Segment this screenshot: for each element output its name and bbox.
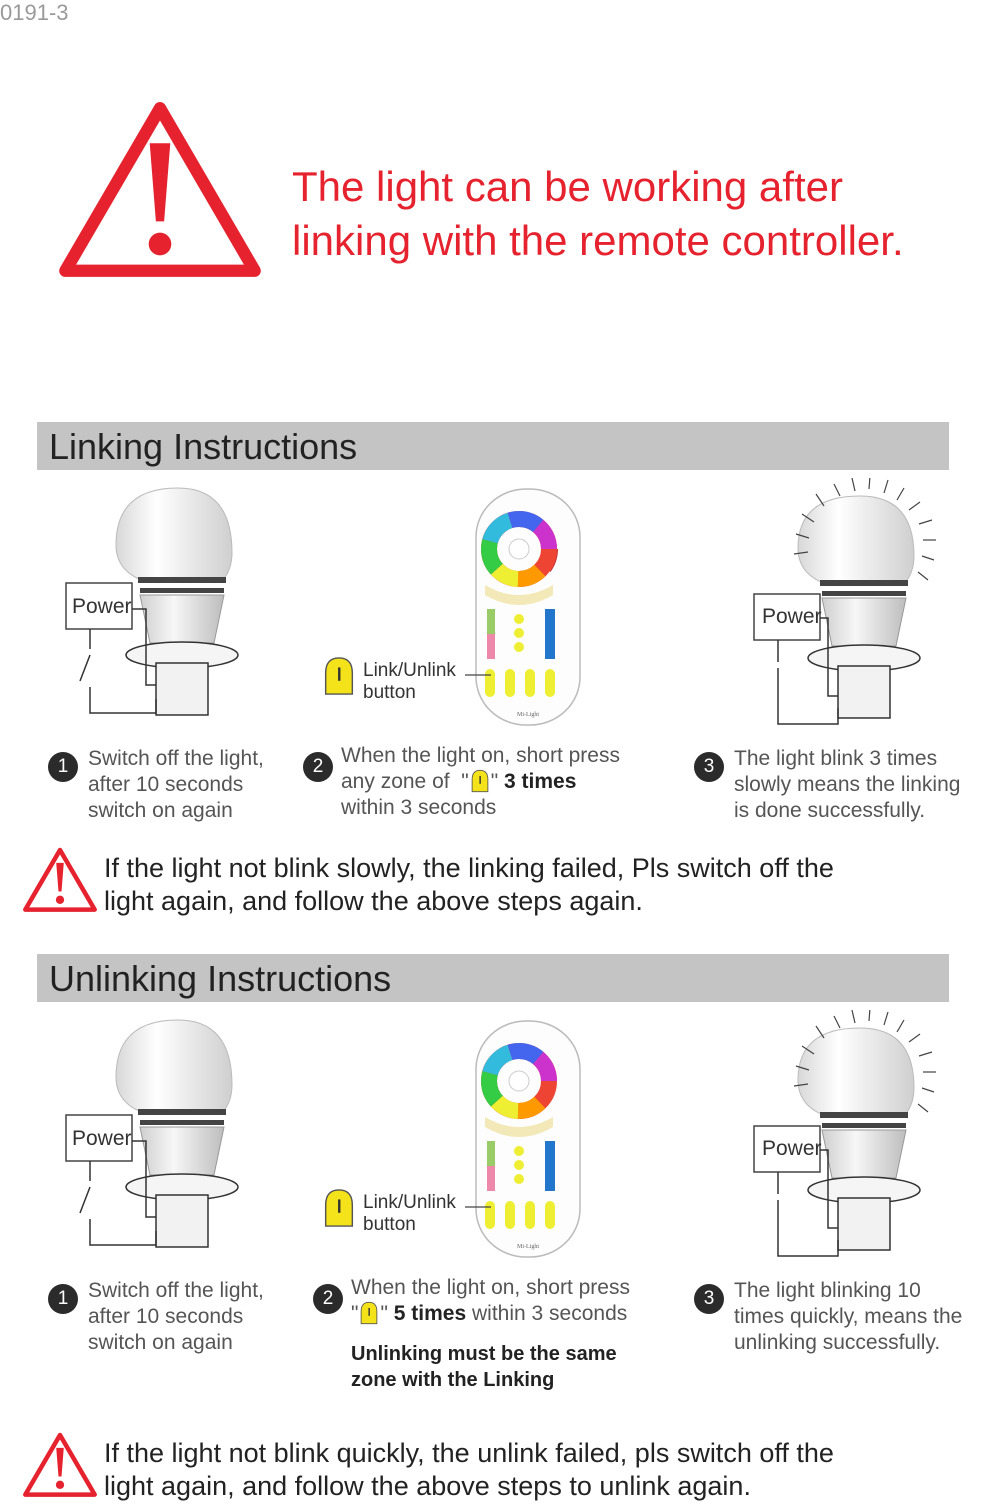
warning-triangle-icon: [55, 100, 265, 280]
pointer-line: [465, 1202, 495, 1212]
unlinking-step-2-text: When the light on, short press " " 5 times within 3 seconds: [351, 1276, 630, 1325]
remote-control-icon: [473, 1019, 583, 1259]
step-number-badge: 1: [48, 1284, 78, 1314]
unlinking-bulb-off-illustration: [60, 1017, 290, 1257]
step-number-badge: 2: [303, 752, 333, 782]
link-unlink-button-icon: [323, 1188, 355, 1228]
headline-line-1: The light can be working after: [292, 163, 843, 210]
power-label: Power: [762, 1137, 822, 1160]
linking-section-header: [37, 422, 949, 470]
unlinking-warning-text: If the light not blink quickly, the unlink failed, pls switch off the light again, and follow the above steps to unlink again.: [104, 1438, 834, 1501]
step-number-badge: 2: [313, 1284, 343, 1314]
linking-section-title: Linking Instructions: [49, 426, 358, 467]
power-label: Power: [762, 605, 822, 628]
link-unlink-button-icon: [323, 656, 355, 696]
step-number-badge: 3: [694, 1284, 724, 1314]
unlinking-bulb-blink-illustration: [748, 1010, 968, 1260]
linking-step-1-text: Switch off the light, after 10 seconds switch on again: [88, 747, 264, 822]
linking-bulb-off-illustration: [60, 485, 290, 725]
page-code: 0191-3: [0, 0, 69, 25]
step-number-badge: 1: [48, 752, 78, 782]
unlinking-section-header: [37, 954, 949, 1002]
link-unlink-label: Link/Unlink button: [363, 1192, 456, 1235]
headline: [292, 160, 992, 268]
bulb-on-icon: [748, 478, 968, 728]
link-button-icon: [360, 1301, 378, 1325]
linking-warning-text: If the light not blink slowly, the linking failed, Pls switch off the light again, and follow the above steps again.: [104, 853, 834, 916]
headline-line-2: linking with the remote controller.: [292, 217, 904, 264]
linking-bulb-blink-illustration: [748, 478, 968, 728]
linking-step-2-text: When the light on, short press any zone of " " 3 times within 3 seconds: [341, 744, 620, 819]
remote-brand: Mi-Light: [517, 1244, 539, 1250]
remote-brand: Mi-Light: [517, 712, 539, 718]
pointer-line: [465, 670, 495, 680]
unlinking-step-1-text: Switch off the light, after 10 seconds switch on again: [88, 1279, 264, 1354]
linking-step-3-text: The light blink 3 times slowly means the linking is done successfully.: [734, 747, 961, 822]
link-button-icon: [471, 769, 489, 793]
link-unlink-label: Link/Unlink button: [363, 660, 456, 703]
remote-control-icon: [473, 487, 583, 727]
step-number-badge: 3: [694, 752, 724, 782]
power-label: Power: [72, 595, 132, 618]
unlinking-step-3-text: The light blinking 10 times quickly, means the unlinking successfully.: [734, 1279, 963, 1354]
unlinking-note: Unlinking must be the same zone with the Linking: [351, 1343, 617, 1391]
power-label: Power: [72, 1127, 132, 1150]
unlinking-section-title: Unlinking Instructions: [49, 958, 392, 999]
warning-triangle-icon: [22, 847, 98, 913]
bulb-on-icon: [748, 1010, 968, 1260]
warning-triangle-icon: [22, 1432, 98, 1498]
